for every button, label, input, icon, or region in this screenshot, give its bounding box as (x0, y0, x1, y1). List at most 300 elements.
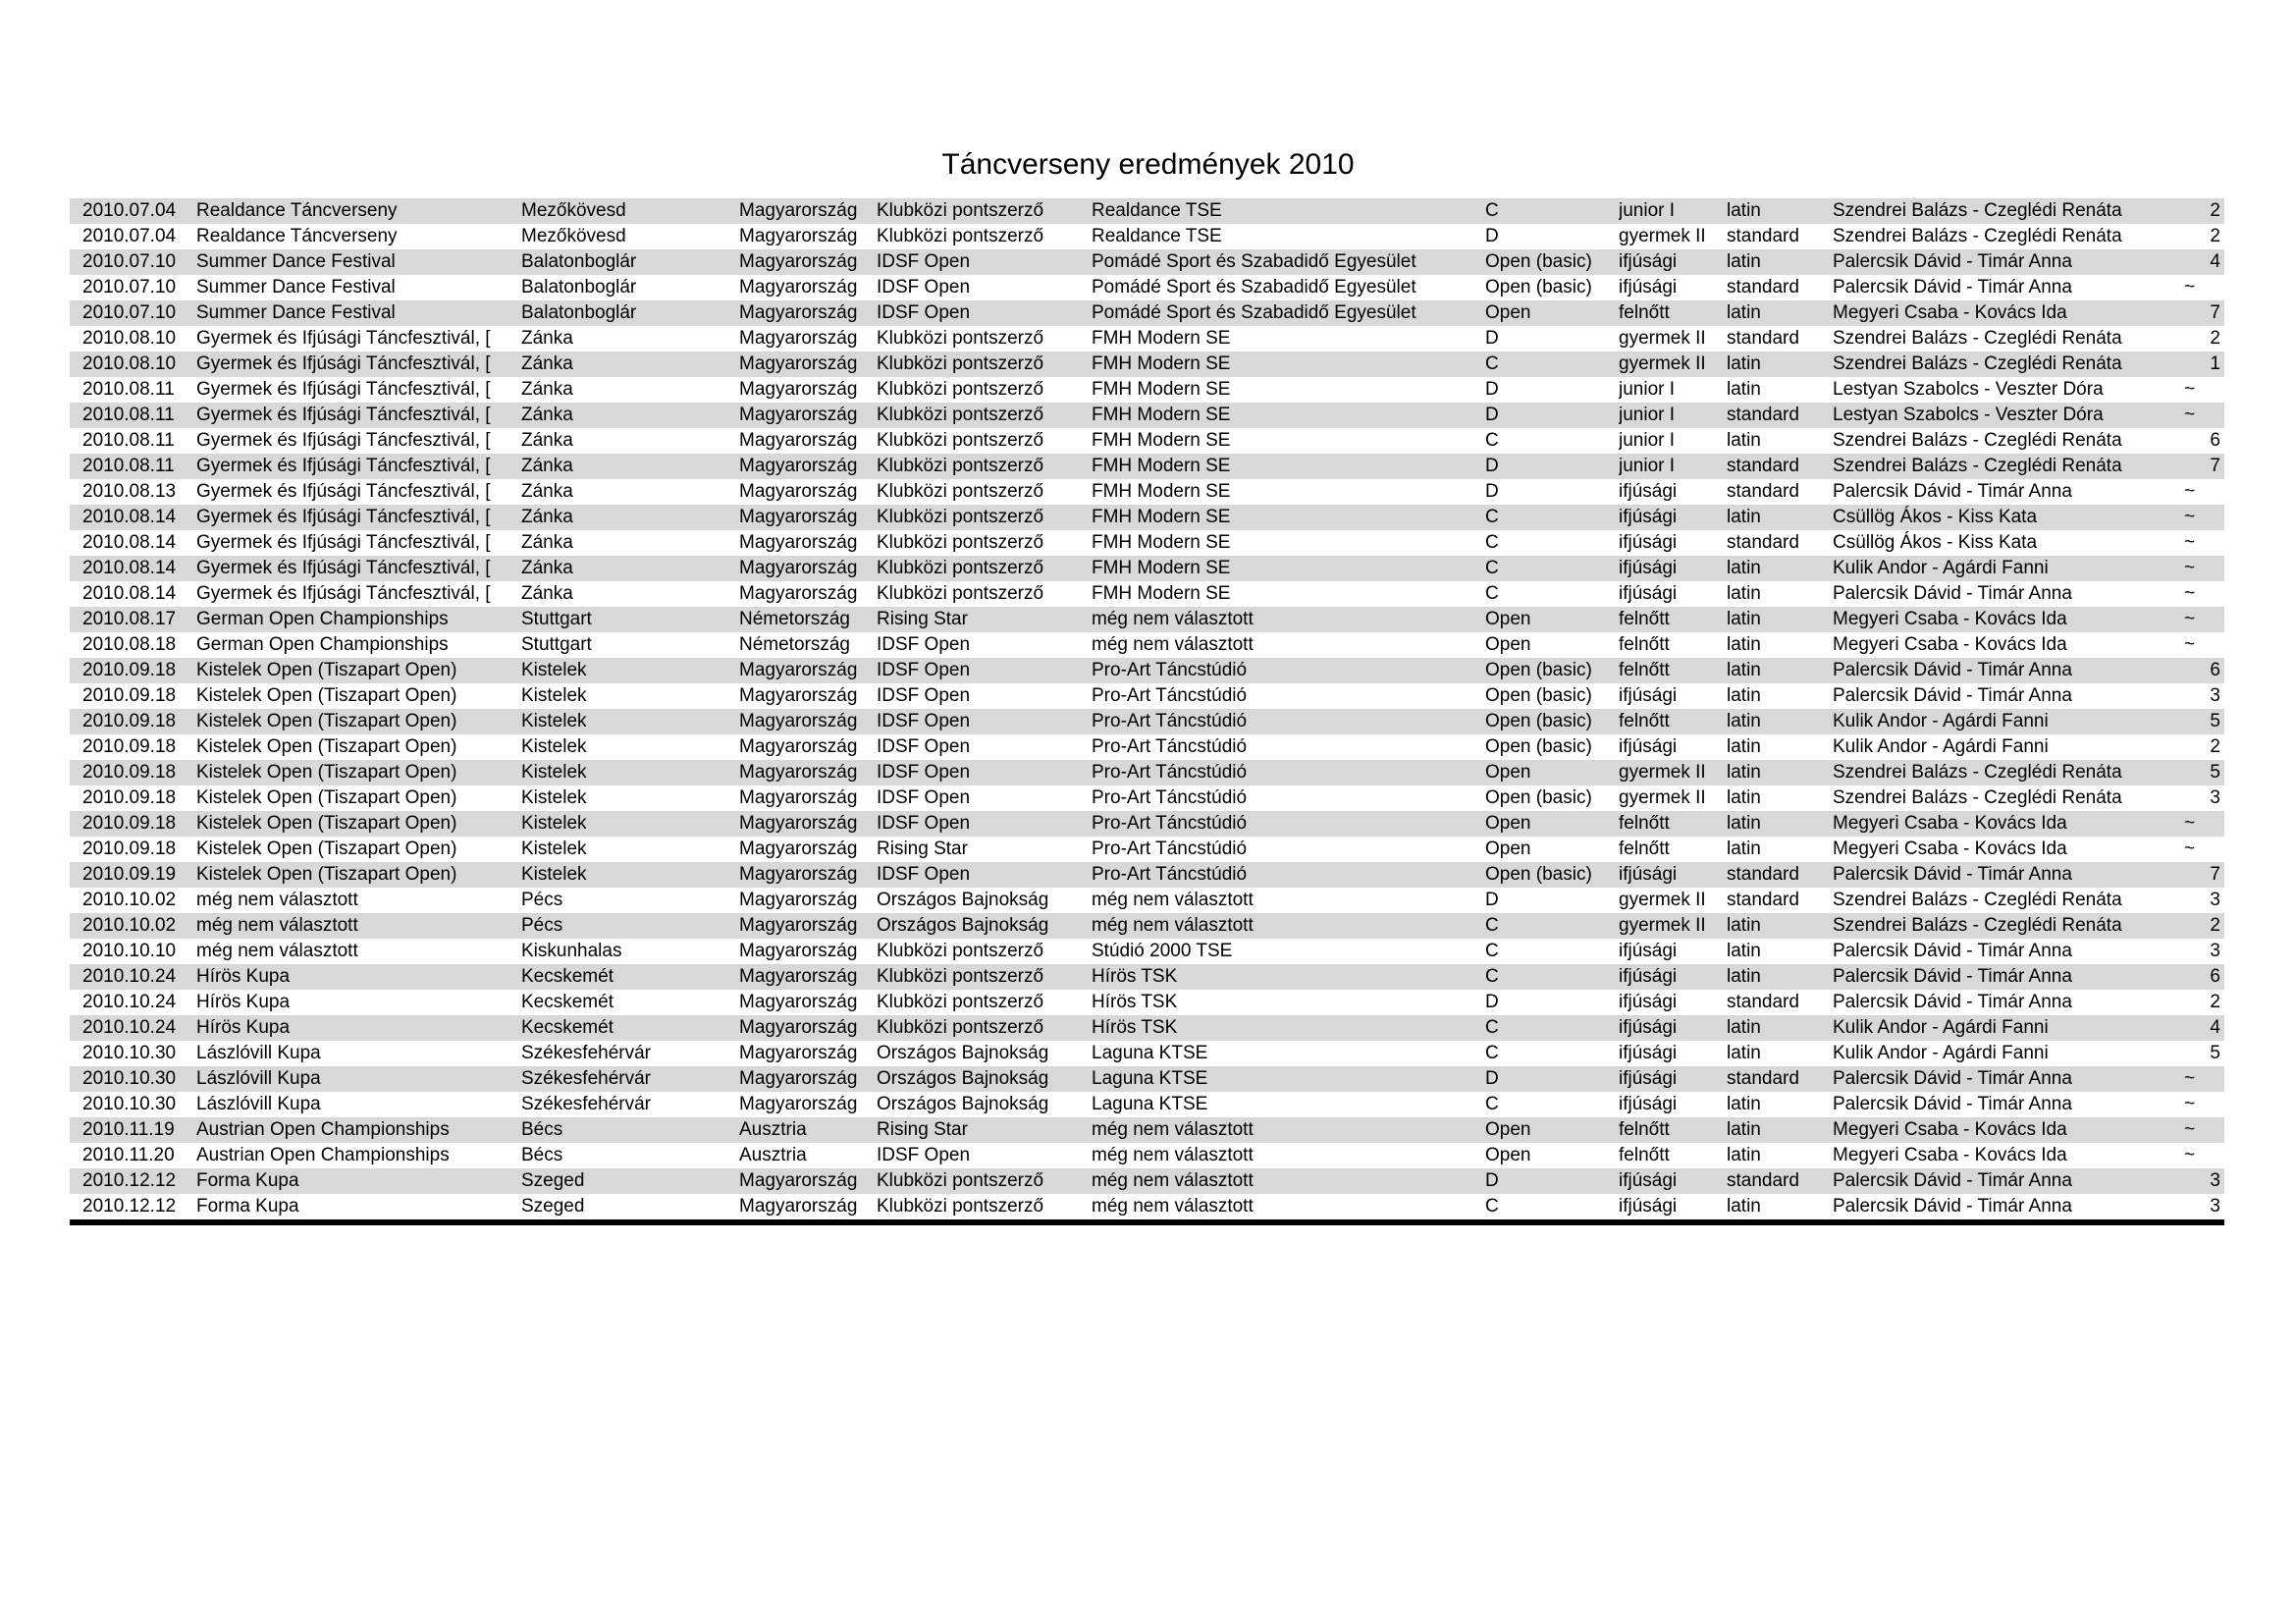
cell-age_group: ifjúsági (1619, 277, 1678, 298)
cell-date: 2010.08.18 (82, 634, 177, 655)
cell-result: ~ (2184, 609, 2196, 629)
cell-type: Klubközi pontszerző (877, 405, 1044, 425)
cell-country: Magyarország (739, 711, 858, 731)
cell-event: Gyermek és Ifjúsági Táncfesztivál, [ (196, 430, 491, 451)
cell-organizer: még nem választott (1092, 609, 1254, 629)
cell-class: C (1485, 1043, 1499, 1063)
table-row (70, 607, 2224, 632)
cell-date: 2010.09.18 (82, 839, 177, 859)
cell-event: Hírös Kupa (196, 1017, 291, 1038)
cell-couple: Kulik Andor - Agárdi Fanni (1833, 1043, 2049, 1063)
cell-age_group: felnőtt (1619, 660, 1670, 680)
cell-organizer: FMH Modern SE (1092, 507, 1231, 527)
cell-country: Magyarország (739, 379, 858, 400)
cell-organizer: FMH Modern SE (1092, 379, 1231, 400)
cell-couple: Palercsik Dávid - Timár Anna (1833, 966, 2072, 987)
cell-date: 2010.09.18 (82, 813, 177, 834)
cell-date: 2010.08.11 (82, 405, 175, 425)
table-row (70, 300, 2224, 326)
cell-event: még nem választott (196, 941, 358, 961)
cell-type: Klubközi pontszerző (877, 1170, 1044, 1191)
cell-date: 2010.09.18 (82, 711, 177, 731)
cell-city: Zánka (521, 353, 573, 374)
cell-organizer: FMH Modern SE (1092, 328, 1231, 349)
cell-country: Magyarország (739, 507, 858, 527)
cell-country: Magyarország (739, 430, 858, 451)
table-row (70, 888, 2224, 913)
cell-style: latin (1727, 634, 1761, 655)
cell-organizer: Hírös TSK (1092, 1017, 1178, 1038)
cell-result: ~ (2184, 277, 2196, 298)
cell-age_group: ifjúsági (1619, 481, 1678, 502)
table-row (70, 1066, 2224, 1092)
table-row (70, 811, 2224, 837)
cell-couple: Kulik Andor - Agárdi Fanni (1833, 558, 2049, 578)
cell-class: Open (1485, 1145, 1531, 1165)
cell-event: Gyermek és Ifjúsági Táncfesztivál, [ (196, 583, 491, 604)
cell-type: IDSF Open (877, 660, 971, 680)
cell-class: D (1485, 481, 1499, 502)
cell-style: latin (1727, 302, 1761, 323)
cell-class: Open (1485, 1119, 1531, 1140)
cell-style: latin (1727, 941, 1761, 961)
cell-class: Open (1485, 302, 1531, 323)
cell-organizer: Pomádé Sport és Szabadidő Egyesület (1092, 302, 1416, 323)
cell-class: Open (basic) (1485, 251, 1592, 272)
cell-age_group: ifjúsági (1619, 966, 1678, 987)
cell-city: Zánka (521, 507, 573, 527)
cell-style: latin (1727, 915, 1761, 936)
cell-event: Kistelek Open (Tiszapart Open) (196, 839, 457, 859)
cell-couple: Szendrei Balázs - Czeglédi Renáta (1833, 353, 2122, 374)
cell-event: Lászlóvill Kupa (196, 1068, 321, 1089)
cell-date: 2010.12.12 (82, 1170, 177, 1191)
cell-couple: Megyeri Csaba - Kovács Ida (1833, 813, 2067, 834)
cell-class: C (1485, 941, 1499, 961)
cell-result: 3 (2210, 1196, 2220, 1217)
cell-style: standard (1727, 405, 1799, 425)
cell-event: Kistelek Open (Tiszapart Open) (196, 736, 457, 757)
cell-age_group: junior I (1619, 379, 1676, 400)
cell-city: Székesfehérvár (521, 1094, 652, 1114)
cell-organizer: Pro-Art Táncstúdió (1092, 736, 1248, 757)
cell-event: Kistelek Open (Tiszapart Open) (196, 660, 457, 680)
table-row (70, 275, 2224, 300)
cell-date: 2010.10.24 (82, 1017, 177, 1038)
cell-age_group: junior I (1619, 200, 1676, 221)
cell-type: IDSF Open (877, 762, 971, 783)
cell-event: Gyermek és Ifjúsági Táncfesztivál, [ (196, 507, 491, 527)
results-table (70, 198, 2224, 1219)
cell-style: standard (1727, 992, 1799, 1012)
cell-age_group: ifjúsági (1619, 941, 1678, 961)
cell-organizer: Hírös TSK (1092, 966, 1178, 987)
cell-date: 2010.10.02 (82, 890, 177, 910)
cell-country: Magyarország (739, 685, 858, 706)
cell-event: Kistelek Open (Tiszapart Open) (196, 787, 457, 808)
cell-style: latin (1727, 787, 1761, 808)
cell-organizer: FMH Modern SE (1092, 353, 1231, 374)
table-row (70, 556, 2224, 581)
cell-style: latin (1727, 353, 1761, 374)
cell-age_group: ifjúsági (1619, 507, 1678, 527)
cell-style: latin (1727, 430, 1761, 451)
cell-organizer: Pro-Art Táncstúdió (1092, 660, 1248, 680)
cell-date: 2010.07.10 (82, 277, 177, 298)
cell-country: Ausztria (739, 1145, 807, 1165)
cell-event: Gyermek és Ifjúsági Táncfesztivál, [ (196, 558, 491, 578)
table-row (70, 734, 2224, 760)
cell-age_group: ifjúsági (1619, 1170, 1678, 1191)
cell-organizer: Pro-Art Táncstúdió (1092, 839, 1248, 859)
cell-country: Magyarország (739, 481, 858, 502)
cell-style: latin (1727, 609, 1761, 629)
cell-age_group: ifjúsági (1619, 685, 1678, 706)
cell-result: 3 (2210, 685, 2220, 706)
cell-style: latin (1727, 507, 1761, 527)
cell-style: latin (1727, 762, 1761, 783)
cell-age_group: ifjúsági (1619, 1017, 1678, 1038)
cell-result: 7 (2210, 864, 2220, 885)
cell-result: 3 (2210, 890, 2220, 910)
cell-city: Kistelek (521, 787, 587, 808)
cell-country: Magyarország (739, 353, 858, 374)
cell-class: C (1485, 966, 1499, 987)
cell-city: Zánka (521, 456, 573, 476)
cell-couple: Palercsik Dávid - Timár Anna (1833, 1196, 2072, 1217)
cell-couple: Szendrei Balázs - Czeglédi Renáta (1833, 787, 2122, 808)
cell-city: Kecskemét (521, 966, 614, 987)
cell-style: standard (1727, 532, 1799, 553)
cell-organizer: FMH Modern SE (1092, 405, 1231, 425)
cell-city: Kistelek (521, 711, 587, 731)
cell-event: German Open Championships (196, 634, 449, 655)
cell-date: 2010.08.17 (82, 609, 177, 629)
cell-class: C (1485, 1017, 1499, 1038)
cell-organizer: még nem választott (1092, 634, 1254, 655)
cell-city: Zánka (521, 430, 573, 451)
table-row (70, 785, 2224, 811)
cell-couple: Palercsik Dávid - Timár Anna (1833, 1094, 2072, 1114)
cell-organizer: FMH Modern SE (1092, 481, 1231, 502)
cell-result: 4 (2210, 251, 2220, 272)
cell-country: Magyarország (739, 583, 858, 604)
cell-date: 2010.08.14 (82, 532, 177, 553)
cell-country: Magyarország (739, 532, 858, 553)
cell-country: Magyarország (739, 890, 858, 910)
cell-class: D (1485, 328, 1499, 349)
cell-country: Magyarország (739, 328, 858, 349)
cell-organizer: FMH Modern SE (1092, 558, 1231, 578)
cell-class: D (1485, 992, 1499, 1012)
cell-country: Magyarország (739, 1196, 858, 1217)
cell-country: Ausztria (739, 1119, 807, 1140)
cell-date: 2010.07.04 (82, 226, 177, 246)
cell-age_group: ifjúsági (1619, 864, 1678, 885)
cell-couple: Palercsik Dávid - Timár Anna (1833, 864, 2072, 885)
cell-event: még nem választott (196, 915, 358, 936)
table-row (70, 352, 2224, 377)
table-row (70, 990, 2224, 1015)
cell-event: Lászlóvill Kupa (196, 1094, 321, 1114)
cell-country: Magyarország (739, 456, 858, 476)
cell-type: IDSF Open (877, 813, 971, 834)
cell-organizer: Pro-Art Táncstúdió (1092, 711, 1248, 731)
cell-organizer: FMH Modern SE (1092, 583, 1231, 604)
cell-city: Pécs (521, 890, 563, 910)
cell-couple: Szendrei Balázs - Czeglédi Renáta (1833, 762, 2122, 783)
cell-country: Németország (739, 609, 850, 629)
cell-age_group: gyermek II (1619, 353, 1706, 374)
cell-city: Zánka (521, 379, 573, 400)
cell-date: 2010.08.13 (82, 481, 177, 502)
cell-result: ~ (2184, 405, 2196, 425)
cell-country: Magyarország (739, 302, 858, 323)
cell-country: Magyarország (739, 1170, 858, 1191)
cell-organizer: Pro-Art Táncstúdió (1092, 864, 1248, 885)
cell-date: 2010.10.30 (82, 1068, 177, 1089)
cell-class: Open (1485, 762, 1531, 783)
cell-type: Országos Bajnokság (877, 890, 1049, 910)
cell-age_group: felnőtt (1619, 1145, 1670, 1165)
cell-event: Gyermek és Ifjúsági Táncfesztivál, [ (196, 456, 491, 476)
cell-class: Open (basic) (1485, 685, 1592, 706)
cell-event: Kistelek Open (Tiszapart Open) (196, 864, 457, 885)
cell-result: ~ (2184, 1068, 2196, 1089)
cell-city: Kistelek (521, 839, 587, 859)
table-row (70, 837, 2224, 862)
cell-date: 2010.12.12 (82, 1196, 177, 1217)
cell-couple: Megyeri Csaba - Kovács Ida (1833, 302, 2067, 323)
cell-result: 2 (2210, 915, 2220, 936)
cell-type: IDSF Open (877, 864, 971, 885)
cell-style: standard (1727, 1068, 1799, 1089)
table-row (70, 683, 2224, 709)
cell-country: Magyarország (739, 762, 858, 783)
cell-type: IDSF Open (877, 302, 971, 323)
cell-country: Magyarország (739, 277, 858, 298)
cell-result: 6 (2210, 430, 2220, 451)
cell-age_group: ifjúsági (1619, 583, 1678, 604)
cell-organizer: FMH Modern SE (1092, 532, 1231, 553)
cell-result: 7 (2210, 302, 2220, 323)
cell-country: Magyarország (739, 1043, 858, 1063)
cell-age_group: ifjúsági (1619, 736, 1678, 757)
cell-organizer: még nem választott (1092, 1196, 1254, 1217)
cell-result: 3 (2210, 787, 2220, 808)
cell-city: Bécs (521, 1119, 563, 1140)
cell-type: Rising Star (877, 1119, 968, 1140)
cell-date: 2010.09.19 (82, 864, 177, 885)
cell-city: Kistelek (521, 864, 587, 885)
cell-result: 7 (2210, 456, 2220, 476)
cell-country: Magyarország (739, 787, 858, 808)
cell-type: Klubközi pontszerző (877, 1196, 1044, 1217)
cell-style: standard (1727, 456, 1799, 476)
cell-event: Lászlóvill Kupa (196, 1043, 321, 1063)
cell-date: 2010.07.04 (82, 200, 177, 221)
cell-organizer: még nem választott (1092, 890, 1254, 910)
cell-style: latin (1727, 558, 1761, 578)
table-row (70, 1041, 2224, 1066)
cell-date: 2010.10.24 (82, 966, 177, 987)
cell-style: latin (1727, 660, 1761, 680)
cell-result: ~ (2184, 379, 2196, 400)
cell-style: standard (1727, 890, 1799, 910)
cell-class: D (1485, 379, 1499, 400)
cell-type: Klubközi pontszerző (877, 226, 1044, 246)
table-row (70, 760, 2224, 785)
cell-date: 2010.10.10 (82, 941, 177, 961)
cell-country: Magyarország (739, 251, 858, 272)
cell-country: Magyarország (739, 558, 858, 578)
cell-couple: Lestyan Szabolcs - Veszter Dóra (1833, 405, 2104, 425)
cell-city: Bécs (521, 1145, 563, 1165)
cell-result: ~ (2184, 813, 2196, 834)
cell-age_group: gyermek II (1619, 226, 1706, 246)
cell-couple: Palercsik Dávid - Timár Anna (1833, 992, 2072, 1012)
cell-age_group: ifjúsági (1619, 1094, 1678, 1114)
cell-result: 2 (2210, 736, 2220, 757)
cell-organizer: Pomádé Sport és Szabadidő Egyesület (1092, 277, 1416, 298)
cell-style: latin (1727, 1196, 1761, 1217)
cell-style: latin (1727, 379, 1761, 400)
cell-city: Kistelek (521, 685, 587, 706)
cell-organizer: Laguna KTSE (1092, 1094, 1208, 1114)
cell-result: 5 (2210, 711, 2220, 731)
cell-organizer: Realdance TSE (1092, 200, 1222, 221)
cell-result: 6 (2210, 660, 2220, 680)
table-row (70, 377, 2224, 403)
table-row (70, 913, 2224, 939)
cell-style: standard (1727, 328, 1799, 349)
table-row (70, 709, 2224, 734)
cell-city: Zánka (521, 328, 573, 349)
cell-organizer: Pro-Art Táncstúdió (1092, 762, 1248, 783)
cell-date: 2010.10.02 (82, 915, 177, 936)
cell-event: Gyermek és Ifjúsági Táncfesztivál, [ (196, 353, 491, 374)
cell-couple: Megyeri Csaba - Kovács Ida (1833, 1119, 2067, 1140)
cell-event: Kistelek Open (Tiszapart Open) (196, 685, 457, 706)
cell-style: standard (1727, 277, 1799, 298)
cell-class: D (1485, 1170, 1499, 1191)
cell-class: C (1485, 583, 1499, 604)
cell-couple: Szendrei Balázs - Czeglédi Renáta (1833, 890, 2122, 910)
cell-class: C (1485, 200, 1499, 221)
cell-date: 2010.09.18 (82, 685, 177, 706)
cell-city: Balatonboglár (521, 302, 637, 323)
cell-country: Magyarország (739, 1017, 858, 1038)
cell-date: 2010.10.30 (82, 1043, 177, 1063)
cell-couple: Kulik Andor - Agárdi Fanni (1833, 736, 2049, 757)
cell-class: C (1485, 1094, 1499, 1114)
cell-type: Klubközi pontszerző (877, 328, 1044, 349)
cell-city: Zánka (521, 558, 573, 578)
cell-class: Open (1485, 634, 1531, 655)
cell-city: Székesfehérvár (521, 1043, 652, 1063)
cell-city: Szeged (521, 1196, 585, 1217)
cell-age_group: felnőtt (1619, 302, 1670, 323)
cell-type: IDSF Open (877, 711, 971, 731)
cell-couple: Palercsik Dávid - Timár Anna (1833, 1068, 2072, 1089)
table-row (70, 1194, 2224, 1219)
cell-class: D (1485, 226, 1499, 246)
cell-class: C (1485, 558, 1499, 578)
cell-country: Magyarország (739, 1094, 858, 1114)
cell-result: 3 (2210, 941, 2220, 961)
cell-event: még nem választott (196, 890, 358, 910)
cell-couple: Szendrei Balázs - Czeglédi Renáta (1833, 328, 2122, 349)
cell-date: 2010.10.30 (82, 1094, 177, 1114)
cell-city: Zánka (521, 583, 573, 604)
cell-date: 2010.09.18 (82, 787, 177, 808)
cell-city: Mezőkövesd (521, 226, 626, 246)
cell-type: Klubközi pontszerző (877, 966, 1044, 987)
cell-result: ~ (2184, 839, 2196, 859)
cell-organizer: FMH Modern SE (1092, 430, 1231, 451)
cell-class: D (1485, 1068, 1499, 1089)
cell-couple: Szendrei Balázs - Czeglédi Renáta (1833, 430, 2122, 451)
cell-type: Klubközi pontszerző (877, 456, 1044, 476)
cell-couple: Szendrei Balázs - Czeglédi Renáta (1833, 456, 2122, 476)
cell-organizer: Realdance TSE (1092, 226, 1222, 246)
cell-type: Klubközi pontszerző (877, 1017, 1044, 1038)
table-row (70, 632, 2224, 658)
table-row (70, 249, 2224, 275)
cell-event: Summer Dance Festival (196, 302, 396, 323)
cell-class: Open (basic) (1485, 787, 1592, 808)
table-row (70, 530, 2224, 556)
cell-age_group: ifjúsági (1619, 1068, 1678, 1089)
table-row (70, 326, 2224, 352)
cell-city: Kecskemét (521, 992, 614, 1012)
cell-class: C (1485, 1196, 1499, 1217)
cell-organizer: Laguna KTSE (1092, 1068, 1208, 1089)
cell-event: Forma Kupa (196, 1196, 299, 1217)
cell-result: ~ (2184, 583, 2196, 604)
table-row (70, 505, 2224, 530)
cell-couple: Palercsik Dávid - Timár Anna (1833, 1170, 2072, 1191)
cell-city: Pécs (521, 915, 563, 936)
cell-result: ~ (2184, 532, 2196, 553)
cell-event: Kistelek Open (Tiszapart Open) (196, 711, 457, 731)
cell-couple: Megyeri Csaba - Kovács Ida (1833, 839, 2067, 859)
cell-style: latin (1727, 583, 1761, 604)
cell-couple: Megyeri Csaba - Kovács Ida (1833, 1145, 2067, 1165)
cell-date: 2010.08.11 (82, 456, 175, 476)
cell-country: Magyarország (739, 226, 858, 246)
cell-style: standard (1727, 1170, 1799, 1191)
cell-event: German Open Championships (196, 609, 449, 629)
cell-result: ~ (2184, 481, 2196, 502)
cell-date: 2010.08.10 (82, 353, 177, 374)
cell-couple: Szendrei Balázs - Czeglédi Renáta (1833, 915, 2122, 936)
cell-result: ~ (2184, 507, 2196, 527)
cell-couple: Csüllög Ákos - Kiss Kata (1833, 507, 2038, 527)
cell-city: Székesfehérvár (521, 1068, 652, 1089)
table-row (70, 454, 2224, 479)
cell-country: Magyarország (739, 813, 858, 834)
cell-date: 2010.09.18 (82, 660, 177, 680)
cell-couple: Megyeri Csaba - Kovács Ida (1833, 634, 2067, 655)
cell-age_group: ifjúsági (1619, 992, 1678, 1012)
cell-result: 2 (2210, 226, 2220, 246)
cell-class: Open (1485, 813, 1531, 834)
cell-style: latin (1727, 1094, 1761, 1114)
table-row (70, 1092, 2224, 1117)
cell-type: IDSF Open (877, 787, 971, 808)
cell-date: 2010.11.19 (82, 1119, 175, 1140)
